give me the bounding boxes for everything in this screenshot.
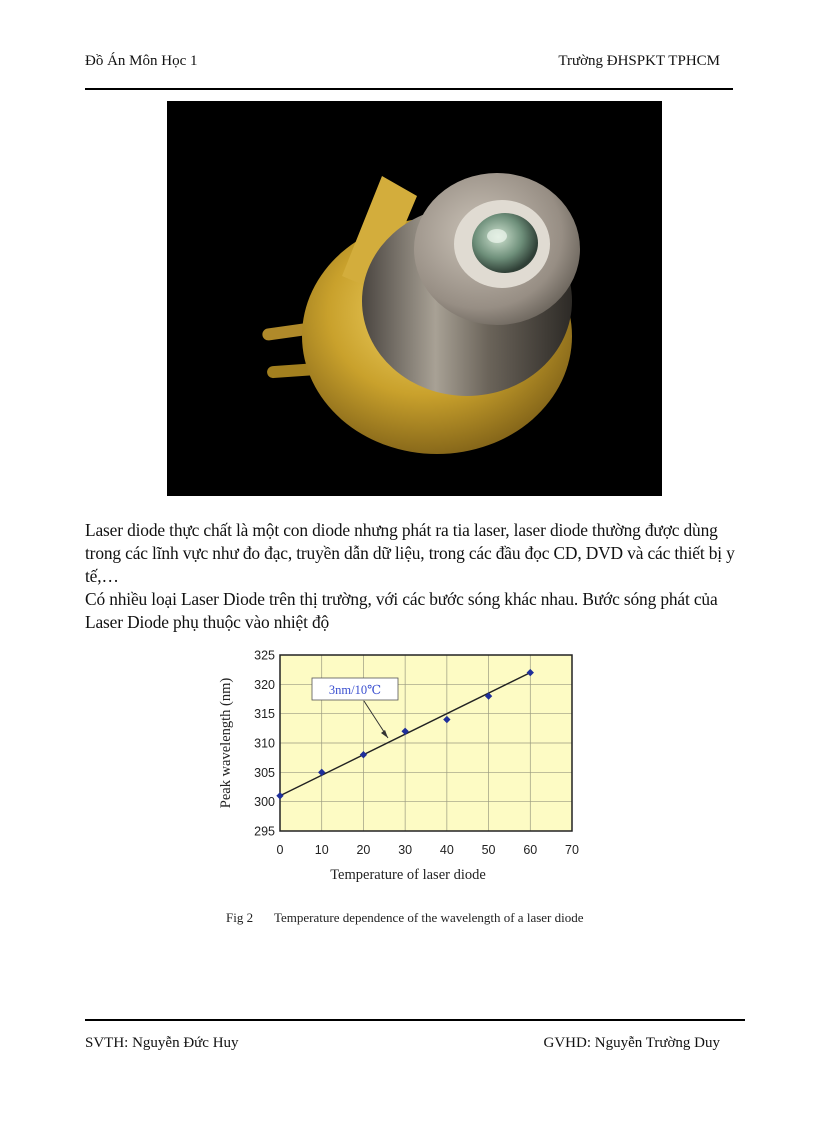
figure-caption-label: Fig 2 (226, 910, 254, 925)
header-school-name: Trường ĐHSPKT TPHCM (558, 53, 720, 69)
y-tick-label: 300 (254, 795, 275, 810)
x-tick-label: 60 (523, 843, 538, 857)
x-tick-label: 10 (314, 843, 329, 857)
body-text (85, 519, 745, 634)
x-tick-label: 30 (398, 843, 413, 857)
x-tick-label: 20 (356, 843, 371, 857)
laser-diode-photo (167, 101, 662, 496)
figure-caption-text: Temperature dependence of the wavelength of a laser diode (274, 910, 584, 925)
x-tick-label: 50 (481, 843, 496, 857)
footer-advisor: GVHD: Nguyễn Trường Duy (543, 1035, 720, 1051)
paragraph-intro: Laser diode thực chất là một con diode nhưng phát ra tia laser, laser diode thường được dùng trong các lĩnh vực như đo đạc, truyền dẫn dữ liệu, trong các đầu đọc CD, DVD và các thiết bị y tế,… (85, 520, 735, 586)
x-axis-label: Temperature of laser diode (330, 867, 486, 883)
x-tick-label: 70 (565, 843, 579, 857)
y-tick-label: 320 (254, 677, 275, 692)
wavelength-chart (204, 640, 624, 932)
y-axis-label: Peak wavelength (nm) (218, 677, 234, 809)
wavelength-chart-figure (204, 640, 624, 932)
paragraph-wavelength: Có nhiều loại Laser Diode trên thị trường, với các bước sóng khác nhau. Bước sóng phát của Laser Diode phụ thuộc vào nhiệt độ (85, 589, 718, 632)
annotation-label: 3nm/10℃ (328, 683, 382, 697)
y-tick-label: 325 (254, 648, 275, 663)
footer-student: SVTH: Nguyễn Đức Huy (85, 1035, 239, 1051)
x-tick-label: 40 (439, 843, 454, 857)
y-tick-label: 295 (254, 824, 275, 839)
y-tick-label: 315 (254, 707, 275, 722)
y-tick-label: 305 (254, 765, 275, 780)
y-tick-label: 310 (254, 736, 275, 751)
header-course-title: Đồ Án Môn Học 1 (85, 53, 198, 69)
footer-divider (85, 1019, 745, 1021)
x-tick-label: 0 (276, 843, 284, 857)
header-divider (85, 88, 733, 90)
